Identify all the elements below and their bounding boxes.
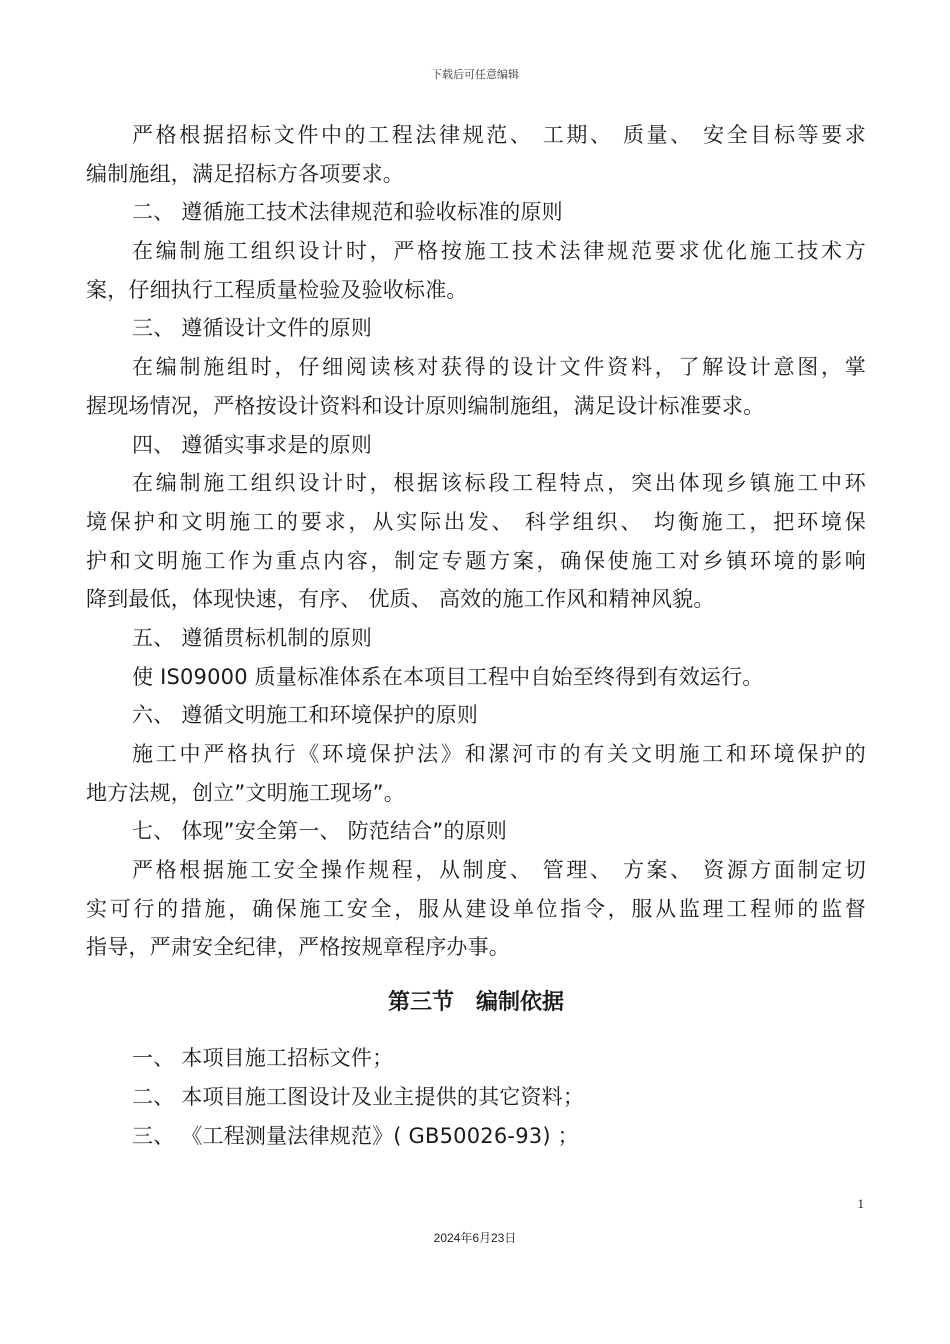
paragraph-line: 在编制施组时，仔细阅读核对获得的设计文件资料，了解设计意图，掌	[132, 355, 866, 380]
paragraph-line: 实可行的措施，确保施工安全，服从建设单位指令，服从监理工程师的监督	[86, 896, 866, 921]
spacer	[86, 967, 866, 983]
paragraph-line: 握现场情况，严格按设计资料和设计原则编制施组，满足设计标准要求。	[86, 393, 765, 418]
paragraph-line: 编制施组，满足招标方各项要求。	[86, 161, 404, 186]
paragraph-line: 严格根据施工安全操作规程，从制度、 管理、 方案、 资源方面制定切	[132, 858, 866, 883]
basis-item: 一、 本项目施工招标文件；	[132, 1046, 394, 1071]
paragraph-line: 在编制施工组织设计时，严格按施工技术法律规范要求优化施工技术方	[132, 239, 866, 264]
principle-heading: 四、 遵循实事求是的原则	[132, 432, 373, 457]
basis-item: 二、 本项目施工图设计及业主提供的其它资料；	[132, 1084, 585, 1109]
principle-heading: 二、 遵循施工技术法律规范和验收标准的原则	[132, 200, 563, 225]
paragraph-line: 地方法规，创立”文明施工现场”。	[86, 780, 405, 805]
paragraph-line: 严格根据招标文件中的工程法律规范、 工期、 质量、 安全目标等要求	[132, 123, 866, 147]
paragraph-line: 案，仔细执行工程质量检验及验收标准。	[86, 277, 468, 302]
header-note: 下载后可任意编辑	[431, 68, 519, 81]
paragraph-line: 在编制施工组织设计时，根据该标段工程特点，突出体现乡镇施工中环	[132, 471, 866, 496]
principle-heading: 七、 体现”安全第一、 防范结合”的原则	[132, 819, 508, 844]
paragraph-line: 境保护和文明施工的要求，从实际出发、 科学组织、 均衡施工，把环境保	[86, 509, 866, 534]
spacer	[86, 1023, 866, 1039]
paragraph-line: 指导，严肃安全纪律，严格按规章程序办事。	[86, 935, 510, 960]
page-number: 1	[857, 1196, 864, 1211]
principle-heading: 三、 遵循设计文件的原则	[132, 316, 373, 341]
section-title: 第三节 编制依据	[387, 990, 564, 1016]
principle-heading: 六、 遵循文明施工和环境保护的原则	[132, 703, 479, 728]
paragraph-line: 护和文明施工作为重点内容，制定专题方案，确保使施工对乡镇环境的影响	[86, 548, 866, 573]
principle-heading: 五、 遵循贯标机制的原则	[132, 625, 373, 650]
paragraph-line: 施工中严格执行《环境保护法》和漯河市的有关文明施工和环境保护的	[132, 742, 866, 766]
paragraph-line: 使 IS09000 质量标准体系在本项目工程中自始至终得到有效运行。	[132, 664, 764, 689]
basis-item: 三、 《工程测量法律规范》( GB50026-93) ；	[132, 1123, 579, 1148]
document-body	[86, 116, 866, 1155]
footer-date: 2024年6月23日	[433, 1231, 517, 1245]
paragraph-line: 降到最低，体现快速，有序、 优质、 高效的施工作风和精神风貌。	[86, 587, 715, 612]
